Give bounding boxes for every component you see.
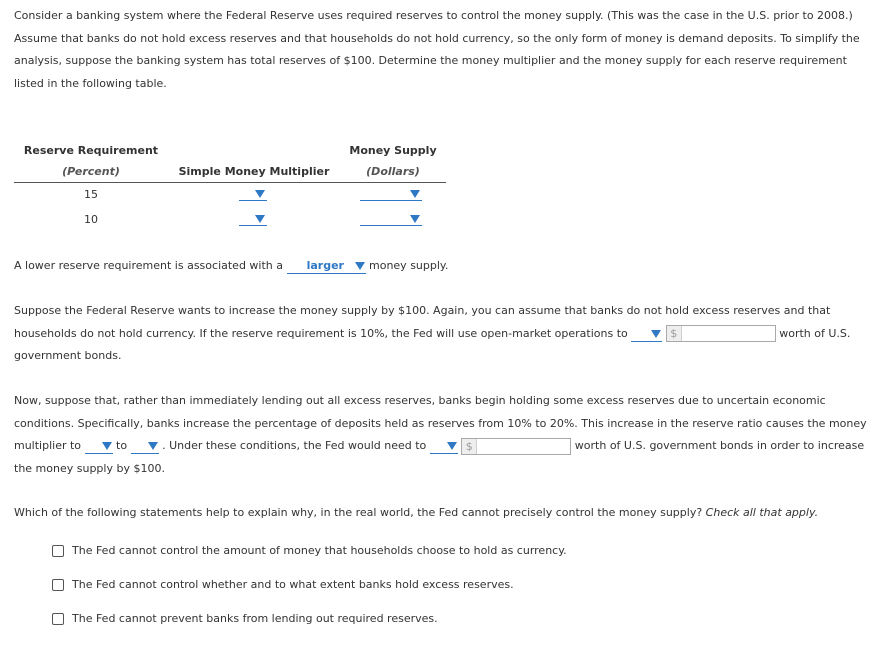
question-text: . Under these conditions, the Fed would need to [158, 439, 430, 453]
chevron-down-icon [255, 215, 265, 223]
checkbox-option-required-reserves[interactable] [52, 612, 438, 625]
reserve-requirement-value: 15 [84, 188, 98, 201]
chevron-down-icon [355, 262, 365, 270]
chevron-down-icon [651, 330, 661, 338]
bond-amount-field [666, 325, 776, 342]
checkbox-label: The Fed cannot control whether and to what extent banks hold excess reserves. [72, 578, 514, 591]
intro-text: Consider a banking system where the Federal Reserve uses required reserves to control the money supply. (This was the case in the U.S. prior to 2008.) Assume that banks do not hold excess reserves and that households do not hold currency, so the only form of money is demand deposits. To simplify the analysis, suppose the banking system has total reserves of $100. Determine the money multiplier and the money supply for each reserve requirement listed in the following table. [14, 9, 860, 91]
question-text: worth of U.S. government bonds in order to increase the money supply by $100. [14, 439, 865, 476]
checkbox[interactable] [52, 613, 64, 625]
chevron-down-icon [102, 442, 112, 450]
header-money-supply-unit: (Dollars) [366, 165, 420, 178]
dollar-sign: $ [667, 326, 682, 341]
chevron-down-icon [410, 190, 420, 198]
question-text: A lower reserve requirement is associated with a [14, 259, 287, 272]
question-text: Which of the following statements help to explain why, in the real world, the Fed cannot precisely control the money supply? [14, 506, 706, 519]
buy-sell-dropdown-2[interactable] [430, 439, 458, 454]
buy-sell-dropdown[interactable] [631, 327, 662, 342]
question-text: Suppose the Federal Reserve wants to increase the money supply by $100. Again, you can assume that banks do not hold excess reserves and that households do not hold currency. If the reserve requirement is 10%, the Fed will use open-market operations to [14, 304, 831, 340]
money-supply-dropdown-row1[interactable] [360, 186, 422, 201]
checkbox-label: The Fed cannot prevent banks from lending out required reserves. [72, 612, 438, 625]
checkbox[interactable] [52, 545, 64, 557]
question-text: money supply. [365, 259, 449, 272]
multiplier-dropdown-row1[interactable] [239, 186, 267, 201]
multiplier-to-dropdown[interactable] [131, 439, 159, 454]
checkbox[interactable] [52, 579, 64, 591]
header-money-supply: Money Supply [349, 144, 437, 157]
question-text: to [112, 439, 131, 453]
bond-amount-field-2 [461, 438, 571, 455]
question-excess-reserves [14, 390, 870, 481]
header-simple-money-multiplier: Simple Money Multiplier [178, 165, 330, 178]
money-supply-dropdown-row2[interactable] [360, 211, 422, 226]
dollar-sign: $ [462, 439, 477, 454]
multiplier-from-dropdown[interactable] [85, 439, 113, 454]
question-open-market [14, 300, 870, 368]
instruction-emphasis: Check all that apply. [705, 506, 819, 519]
checkbox-label: The Fed cannot control the amount of money that households choose to hold as currency. [72, 544, 567, 557]
money-supply-size-dropdown[interactable] [287, 259, 366, 274]
reserve-requirement-value: 10 [84, 213, 98, 226]
question-fed-control [14, 502, 870, 525]
checkbox-option-currency[interactable] [52, 544, 567, 557]
chevron-down-icon [148, 442, 158, 450]
bond-amount-input[interactable] [682, 326, 775, 341]
dropdown-selected-value: larger [306, 259, 344, 272]
checkbox-option-excess-reserves[interactable] [52, 578, 514, 591]
question-lower-reserve [14, 255, 870, 278]
header-reserve-unit: (Percent) [62, 165, 120, 178]
table-header-rule [14, 182, 446, 183]
chevron-down-icon [255, 190, 265, 198]
question-text: Now, suppose that, rather than immediately lending out all excess reserves, banks begin holding some excess reserves due to uncertain economic conditions. Specifically, banks increase the percentage of deposits held as reserves from 10% to 20%. This increase in the reserve ratio causes the money multiplier to [14, 394, 867, 453]
bond-amount-input-2[interactable] [477, 439, 570, 454]
question-text: worth of U.S. government bonds. [14, 326, 851, 363]
chevron-down-icon [410, 215, 420, 223]
header-reserve-requirement: Reserve Requirement [23, 144, 159, 157]
multiplier-dropdown-row2[interactable] [239, 211, 267, 226]
chevron-down-icon [447, 442, 457, 450]
